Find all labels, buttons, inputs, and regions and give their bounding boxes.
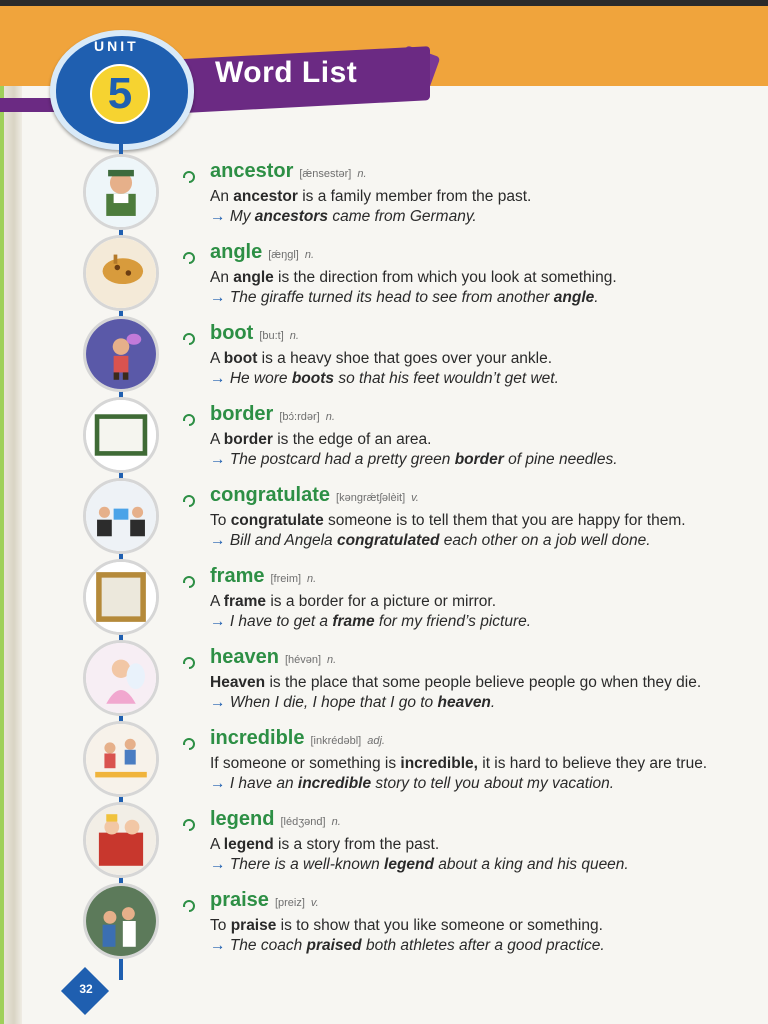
word-entry-ancestor	[0, 160, 768, 240]
circle-bullet-icon	[182, 737, 196, 751]
headword-text: praise	[210, 889, 269, 911]
arrow-icon: →	[210, 208, 230, 225]
word-entry-legend	[0, 808, 768, 888]
example-sentence: → There is a well-known legend about a king and his queen.	[210, 856, 629, 873]
page-title: Word List	[215, 56, 358, 89]
example-sentence: → I have an incredible story to tell you about my vacation.	[210, 775, 615, 792]
headword	[210, 160, 367, 183]
word-entry-incredible	[0, 727, 768, 807]
circle-bullet-icon	[182, 251, 196, 265]
word-entry-angle	[0, 241, 768, 321]
definition: A border is the edge of an area.	[210, 431, 432, 448]
word-entry-praise	[0, 889, 768, 969]
arrow-icon: →	[210, 613, 230, 630]
example-sentence: → My ancestors came from Germany.	[210, 208, 477, 225]
part-of-speech: n.	[307, 573, 317, 585]
part-of-speech: n.	[304, 249, 315, 261]
example-sentence: → The coach praised both athletes after a good practice.	[210, 937, 605, 954]
frame-image	[83, 559, 159, 635]
circle-bullet-icon	[182, 656, 196, 670]
definition: A boot is a heavy shoe that goes over your ankle.	[210, 350, 553, 367]
arrow-icon: →	[210, 775, 230, 792]
word-entry-boot	[0, 322, 768, 402]
headword	[210, 241, 314, 264]
word-entry-heaven	[0, 646, 768, 726]
headword-text: angle	[210, 241, 263, 263]
headword-text: incredible	[210, 727, 305, 749]
part-of-speech: n.	[357, 168, 367, 180]
part-of-speech: n.	[325, 411, 335, 423]
example-sentence: → The giraffe turned its head to see from another angle.	[210, 289, 599, 306]
headword	[210, 322, 299, 345]
circle-bullet-icon	[182, 899, 196, 913]
definition: Heaven is the place that some people believe people go when they die.	[210, 674, 702, 691]
rain-boots-image	[83, 316, 159, 392]
running-people-image	[83, 721, 159, 797]
headword-text: border	[210, 403, 274, 425]
circle-bullet-icon	[182, 575, 196, 589]
headword-text: boot	[210, 322, 254, 344]
headword-text: heaven	[210, 646, 279, 668]
arrow-icon: →	[210, 532, 230, 549]
phonetic: [preiz]	[274, 897, 305, 909]
arrow-icon: →	[210, 370, 230, 387]
headword-text: ancestor	[210, 160, 294, 182]
phonetic: [freim]	[270, 573, 302, 585]
word-entry-border	[0, 403, 768, 483]
arrow-icon: →	[210, 289, 230, 306]
king-queen-image	[83, 802, 159, 878]
definition: A legend is a story from the past.	[210, 836, 440, 853]
circle-bullet-icon	[182, 494, 196, 508]
headword	[210, 646, 336, 669]
part-of-speech: v.	[411, 492, 419, 504]
angel-image	[83, 640, 159, 716]
definition: To praise is to show that you like someone or something.	[210, 917, 603, 934]
headword	[210, 808, 341, 831]
headword	[210, 484, 419, 507]
giraffe-image	[83, 235, 159, 311]
arrow-icon: →	[210, 451, 230, 468]
example-sentence: → He wore boots so that his feet wouldn’t get wet.	[210, 370, 559, 387]
ancestor-image	[83, 154, 159, 230]
unit-number: 5	[90, 64, 150, 124]
definition: An ancestor is a family member from the past.	[210, 188, 532, 205]
arrow-icon: →	[210, 856, 230, 873]
part-of-speech: adj.	[367, 735, 385, 747]
circle-bullet-icon	[182, 170, 196, 184]
phonetic: [ǽnsestər]	[299, 168, 352, 180]
example-sentence: → The postcard had a pretty green border of pine needles.	[210, 451, 618, 468]
example-sentence: → I have to get a frame for my friend’s picture.	[210, 613, 532, 630]
page-number: 32	[79, 982, 93, 996]
part-of-speech: n.	[331, 816, 341, 828]
definition: To congratulate someone is to tell them that you are happy for them.	[210, 512, 686, 529]
definition: If someone or something is incredible, it is hard to believe they are true.	[210, 755, 708, 772]
headword-text: frame	[210, 565, 265, 587]
phonetic: [hévən]	[284, 654, 322, 666]
part-of-speech: n.	[289, 330, 299, 342]
phonetic: [bu:t]	[259, 330, 284, 342]
definition: An angle is the direction from which you look at something.	[210, 269, 617, 286]
example-sentence: → When I die, I hope that I go to heaven.	[210, 694, 496, 711]
high-five-image	[83, 478, 159, 554]
headword-text: congratulate	[210, 484, 331, 506]
word-entry-frame	[0, 565, 768, 645]
postcard-image	[83, 397, 159, 473]
headword-text: legend	[210, 808, 275, 830]
unit-label: UNIT	[94, 38, 139, 54]
team-image	[83, 883, 159, 959]
headword	[210, 403, 335, 426]
headword	[210, 889, 319, 912]
part-of-speech: v.	[310, 897, 319, 909]
phonetic: [kəngrǽtʃəlèit]	[336, 492, 406, 504]
part-of-speech: n.	[327, 654, 337, 666]
phonetic: [lédʒənd]	[280, 816, 326, 828]
headword	[210, 565, 316, 588]
definition: A frame is a border for a picture or mirror.	[210, 593, 497, 610]
example-sentence: → Bill and Angela congratulated each other on a job well done.	[210, 532, 651, 549]
header-shadow	[0, 0, 768, 6]
circle-bullet-icon	[182, 413, 196, 427]
arrow-icon: →	[210, 937, 230, 954]
phonetic: [bɔ́:rdər]	[279, 411, 320, 423]
phonetic: [inkrédəbl]	[310, 735, 362, 747]
circle-bullet-icon	[182, 332, 196, 346]
headword	[210, 727, 385, 750]
phonetic: [ǽŋgl]	[268, 249, 299, 261]
arrow-icon: →	[210, 694, 230, 711]
circle-bullet-icon	[182, 818, 196, 832]
word-entry-congratulate	[0, 484, 768, 564]
